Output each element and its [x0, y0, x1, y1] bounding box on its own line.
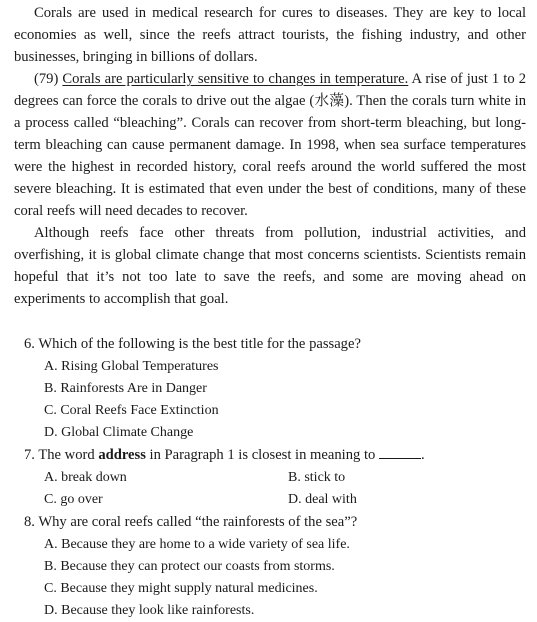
- question-8-stem: 8. Why are coral reefs called “the rainforests of the sea”?: [24, 514, 358, 530]
- passage-paragraph-3: [14, 222, 526, 310]
- question-7-stem: [24, 444, 524, 466]
- passage-paragraph-2-text: A rise of just 1 to 2 degrees can force the corals to drive out the algae (水藻). Then the corals turn white in a process called “bleaching”. Corals can recover from short-term bleaching, but long-term bleaching can cause permanent damage. In 1998, when sea surface temperatures were the highest in recorded history, coral reefs around the world suffered the most severe bleaching. It is estimated that even under the best of conditions, many of these coral reefs will need decades to recover.: [14, 71, 527, 219]
- passage-paragraph-3-text: Although reefs face other threats from pollution, industrial activities, and overfishing, it is global climate change that most concerns scientists. Scientists remain hopeful that it’s not too late to save the reefs, and some are moving ahead on experiments to accomplish that goal.: [14, 225, 526, 307]
- question-8-option-d[interactable]: D. Because they look like rainforests.: [44, 603, 255, 618]
- question-7-option-d[interactable]: D. deal with: [288, 492, 357, 507]
- underlined-sentence: Corals are particularly sensitive to changes in temperature.: [62, 71, 409, 87]
- passage-paragraph-2: [14, 68, 526, 222]
- question-8-option-a[interactable]: A. Because they are home to a wide variety of sea life.: [44, 537, 350, 552]
- question-7-keyword: address: [98, 447, 146, 463]
- question-7-option-a[interactable]: A. break down: [44, 470, 127, 485]
- question-6-option-c[interactable]: C. Coral Reefs Face Extinction: [44, 403, 219, 418]
- answer-blank: [379, 445, 421, 459]
- passage-paragraph-1: [14, 2, 526, 68]
- question-7-option-b[interactable]: B. stick to: [288, 470, 346, 485]
- passage-paragraph-1-text: Corals are used in medical research for cures to diseases. They are key to local economies as well, since the reefs attract tourists, the fishing industry, and other businesses, bringing in billions of dollars.: [14, 5, 526, 65]
- question-7-option-c[interactable]: C. go over: [44, 492, 103, 507]
- question-7-stem-pre: 7. The word: [24, 447, 99, 463]
- question-7-stem-post: in Paragraph 1 is closest in meaning to: [145, 447, 379, 463]
- question-6-option-a[interactable]: A. Rising Global Temperatures: [44, 359, 219, 374]
- question-8-option-b[interactable]: B. Because they can protect our coasts from storms.: [44, 559, 335, 574]
- question-6-option-b[interactable]: B. Rainforests Are in Danger: [44, 381, 207, 396]
- question-7-stem-end: .: [420, 447, 425, 463]
- paragraph-2-number: (79): [34, 71, 59, 87]
- question-8-option-c[interactable]: C. Because they might supply natural medicines.: [44, 581, 318, 596]
- question-6-stem: 6. Which of the following is the best title for the passage?: [24, 336, 361, 352]
- question-6-option-d[interactable]: D. Global Climate Change: [44, 425, 194, 440]
